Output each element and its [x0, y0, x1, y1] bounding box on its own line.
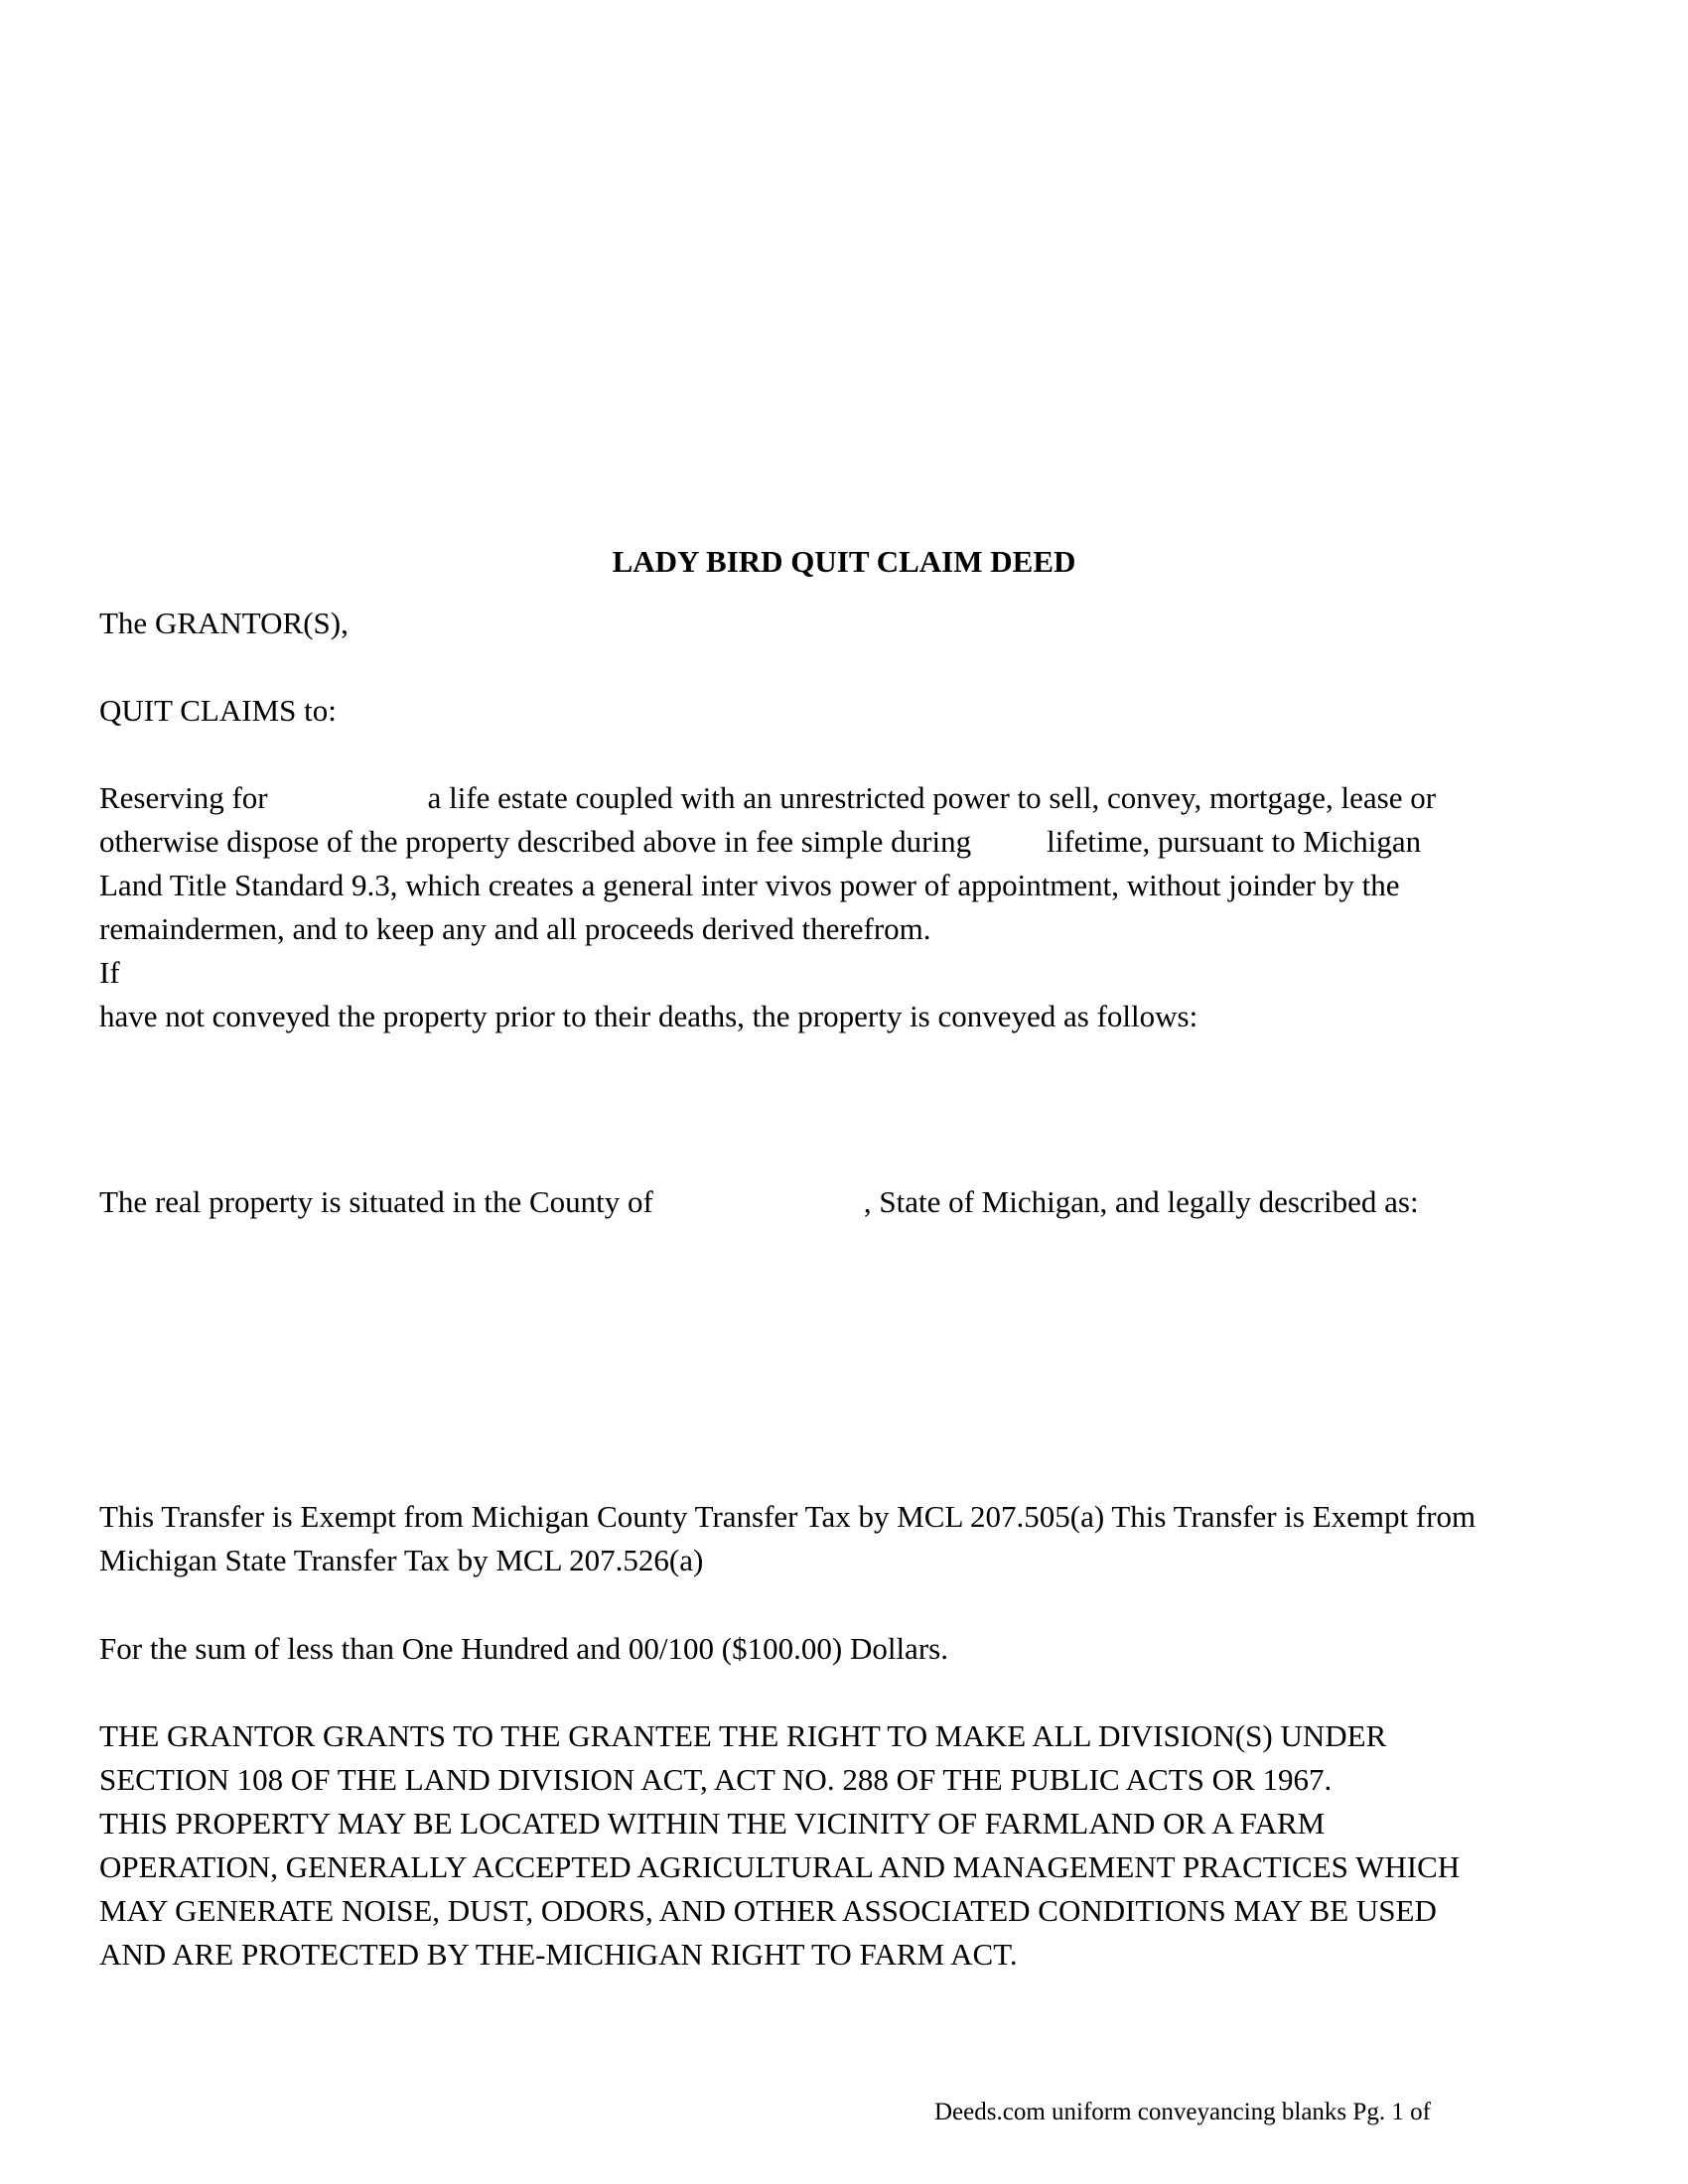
reserving-line-2 [99, 826, 1421, 857]
quit-claims-line: QUIT CLAIMS to: [99, 693, 337, 728]
reserving-line-1 [99, 782, 1436, 813]
division-line-2: SECTION 108 OF THE LAND DIVISION ACT, ACT NO. 288 OF THE PUBLIC ACTS OR 1967. [99, 1762, 1333, 1797]
exempt-line-1: This Transfer is Exempt from Michigan County Transfer Tax by MCL 207.505(a) This Transfer is Exempt from [99, 1499, 1477, 1534]
farm-line-4: AND ARE PROTECTED BY THE-MICHIGAN RIGHT TO FARM ACT. [99, 1937, 1018, 1972]
reserving-line-4: remaindermen, and to keep any and all proceeds derived therefrom. [99, 911, 931, 946]
page-footer: Deeds.com uniform conveyancing blanks Pg. 1 of [934, 2099, 1431, 2125]
state-text: , State of Michigan, and legally described as: [863, 1184, 1419, 1219]
lifetime-text: lifetime, pursuant to Michigan [1047, 824, 1422, 859]
reserving-for-text: Reserving for [99, 780, 268, 815]
farm-line-3: MAY GENERATE NOISE, DUST, ODORS, AND OTHER ASSOCIATED CONDITIONS MAY BE USED [99, 1893, 1437, 1928]
grantor-line: The GRANTOR(S), [99, 606, 349, 640]
dispose-text: otherwise dispose of the property described above in fee simple during [99, 824, 972, 859]
reserving-line-5: If [99, 955, 120, 990]
life-estate-text: a life estate coupled with an unrestricted power to sell, convey, mortgage, lease or [427, 780, 1437, 815]
county-line [99, 1186, 1419, 1217]
document-title: LADY BIRD QUIT CLAIM DEED [612, 544, 1076, 579]
county-text: The real property is situated in the County of [99, 1184, 653, 1219]
division-line-1: THE GRANTOR GRANTS TO THE GRANTEE THE RIGHT TO MAKE ALL DIVISION(S) UNDER [99, 1718, 1387, 1753]
farm-line-2: OPERATION, GENERALLY ACCEPTED AGRICULTURAL AND MANAGEMENT PRACTICES WHICH [99, 1849, 1461, 1884]
exempt-line-2: Michigan State Transfer Tax by MCL 207.526(a) [99, 1543, 704, 1577]
farm-line-1: THIS PROPERTY MAY BE LOCATED WITHIN THE VICINITY OF FARMLAND OR A FARM [99, 1806, 1326, 1841]
reserving-line-3: Land Title Standard 9.3, which creates a general inter vivos power of appointment, without joinder by the [99, 868, 1400, 902]
reserving-line-6: have not conveyed the property prior to their deaths, the property is conveyed as follows: [99, 999, 1198, 1033]
consideration-line: For the sum of less than One Hundred and 00/100 ($100.00) Dollars. [99, 1631, 948, 1666]
